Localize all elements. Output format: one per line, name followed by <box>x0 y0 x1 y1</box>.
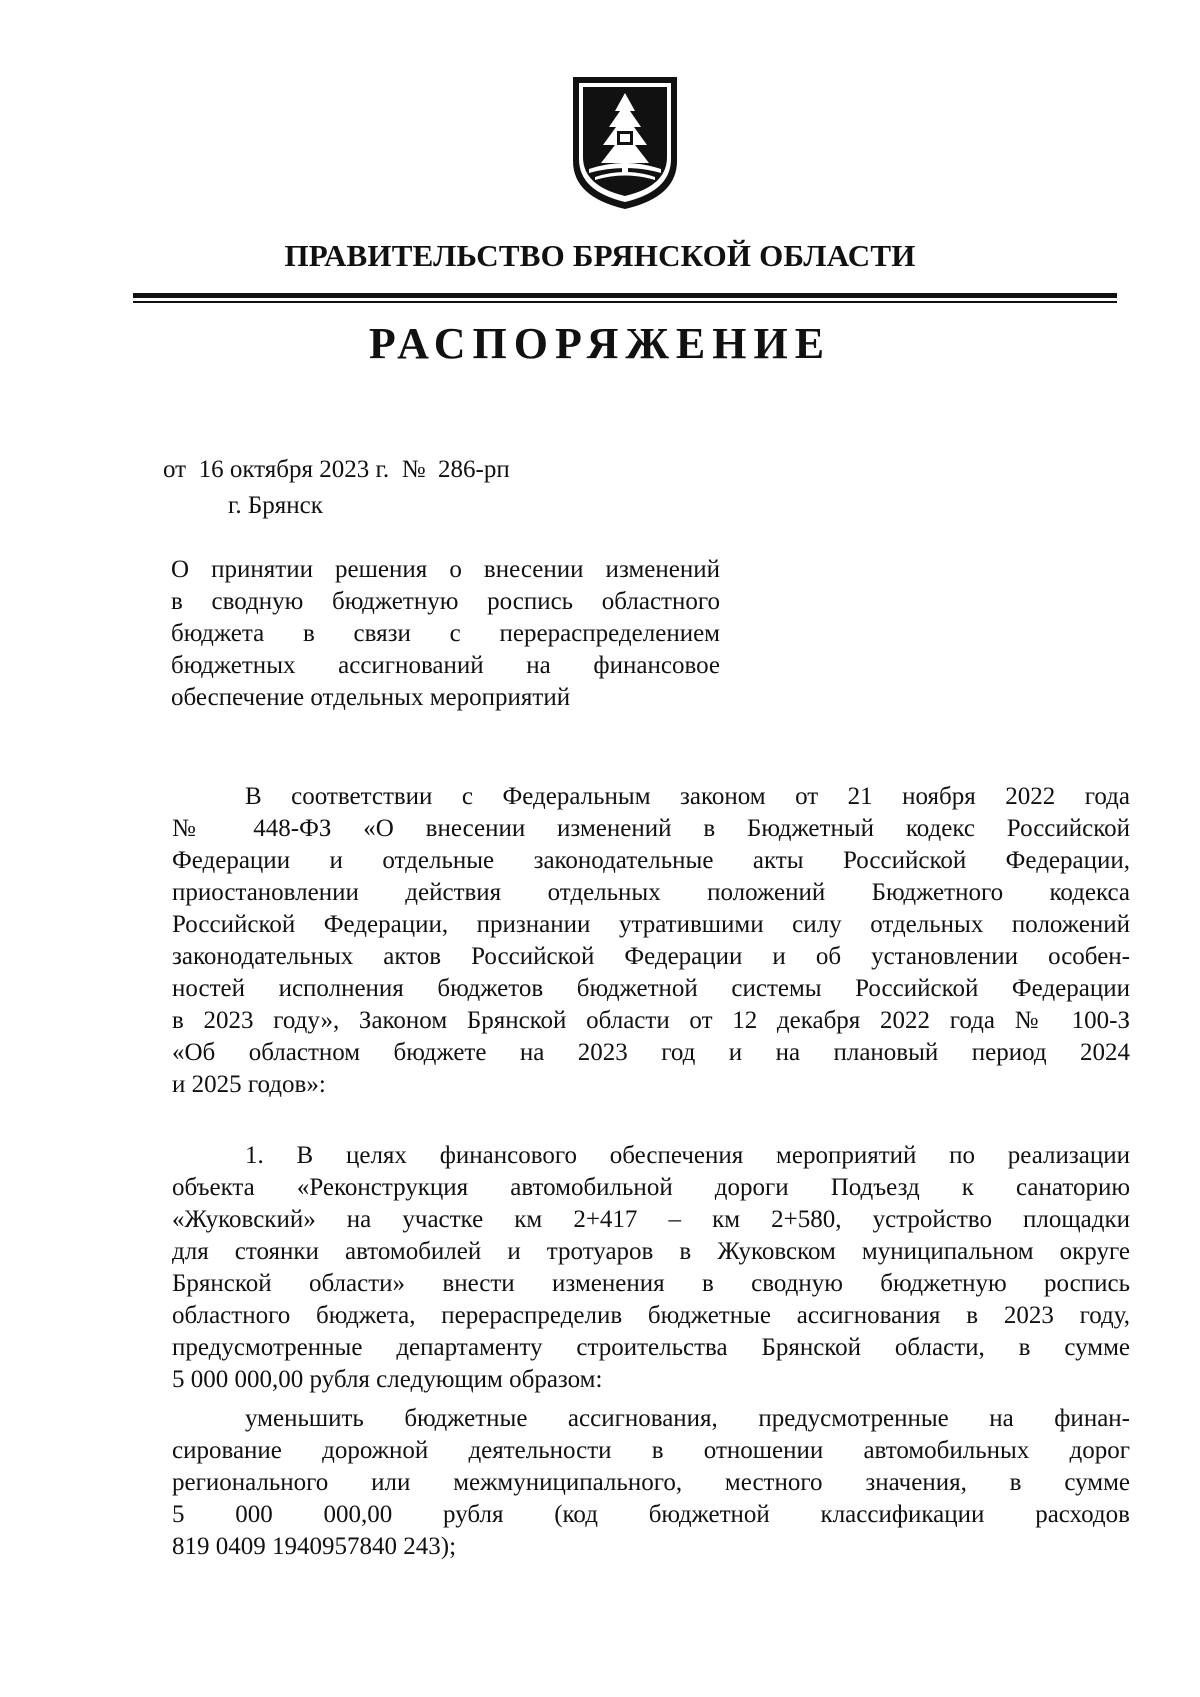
preamble-line: ностей исполнения бюджетов бюджетной системы Российской Федерации <box>172 975 1130 1002</box>
document-city: г. Брянск <box>228 492 323 519</box>
subject-line: бюджетных ассигнований на финансовое <box>171 652 720 679</box>
subject-line: в сводную бюджетную роспись областного <box>171 588 720 615</box>
preamble-line: «Об областном бюджете на 2023 год и на плановый период 2024 <box>172 1039 1130 1066</box>
document-subject <box>171 554 720 714</box>
item-1-line: Брянской области» внести изменения в сводную бюджетную роспись <box>172 1270 1130 1297</box>
amount-word: (код <box>554 1501 598 1528</box>
budget-code-line: 819 0409 1940957840 243); <box>172 1533 457 1560</box>
preamble-line: В соответствии с Федеральным законом от 21 ноября 2022 года <box>245 783 1130 810</box>
preamble-line: и 2025 годов»: <box>172 1071 326 1098</box>
item-1-line: объекта «Реконструкция автомобильной дороги Подъезд к санаторию <box>172 1174 1130 1201</box>
subject-line: обеспечение отдельных мероприятий <box>171 684 571 711</box>
preamble-line: в 2023 году», Законом Брянской области от 12 декабря 2022 года № 100-З <box>172 1007 1130 1034</box>
item-1-line: «Жуковский» на участке км 2+417 – км 2+580, устройство площадки <box>172 1206 1130 1233</box>
subject-line: О принятии решения о внесении изменений <box>171 556 720 583</box>
item-1-line: предусмотренные департаменту строительства Брянской области, в сумме <box>172 1334 1130 1361</box>
preamble-line: Российской Федерации, признании утратившими силу отдельных положений <box>172 911 1130 938</box>
item-1-line: областного бюджета, перераспределив бюджетные ассигнования в 2023 году, <box>172 1302 1130 1329</box>
document-number: 286-рп <box>438 456 510 483</box>
date-prefix: от <box>163 456 187 483</box>
item-1-sub-line: уменьшить бюджетные ассигнования, предусмотренные на финан- <box>245 1405 1130 1432</box>
preamble-line: законодательных актов Российской Федерации и об установлении особен- <box>172 943 1130 970</box>
subject-line: бюджета в связи с перераспределением <box>171 620 720 647</box>
amount-line <box>172 1499 1130 1531</box>
item-1-sub-line: регионального или межмуниципального, местного значения, в сумме <box>172 1469 1130 1496</box>
header-rule-thick <box>133 293 1117 298</box>
header-rule-thin <box>133 301 1117 303</box>
preamble-line: приостановлении действия отдельных положений Бюджетного кодекса <box>172 879 1130 906</box>
amount-word: классификации <box>820 1501 985 1528</box>
item-1-line: 1. В целях финансового обеспечения мероприятий по реализации <box>245 1142 1130 1169</box>
amount-word: рубля <box>443 1501 504 1528</box>
coat-of-arms-emblem <box>565 73 685 213</box>
document-date: 16 октября 2023 г. <box>198 456 390 483</box>
organization-title: ПРАВИТЕЛЬСТВО БРЯНСКОЙ ОБЛАСТИ <box>284 238 916 273</box>
item-1-sub-line: сирование дорожной деятельности в отношении автомобильных дорог <box>172 1437 1130 1464</box>
amount-word: 000 <box>235 1501 273 1528</box>
item-1-line: 5 000 000,00 рубля следующим образом: <box>172 1366 603 1393</box>
preamble-line: Федерации и отдельные законодательные акты Российской Федерации, <box>172 847 1130 874</box>
preamble-line: № 448-ФЗ «О внесении изменений в Бюджетный кодекс Российской <box>172 815 1130 842</box>
amount-word: расходов <box>1035 1501 1130 1528</box>
preamble-paragraph <box>172 781 1130 1101</box>
amount-word: 000,00 <box>323 1501 393 1528</box>
item-1-sub-paragraph <box>172 1403 1130 1563</box>
date-number-line <box>163 456 510 484</box>
document-type-title: РАСПОРЯЖЕНИЕ <box>368 319 832 368</box>
amount-word: бюджетной <box>648 1501 770 1528</box>
item-1-paragraph <box>172 1140 1130 1396</box>
amount-word: 5 <box>172 1501 185 1528</box>
number-sign: № <box>401 456 426 483</box>
item-1-line: для стоянки автомобилей и тротуаров в Жуковском муниципальном округе <box>172 1238 1130 1265</box>
